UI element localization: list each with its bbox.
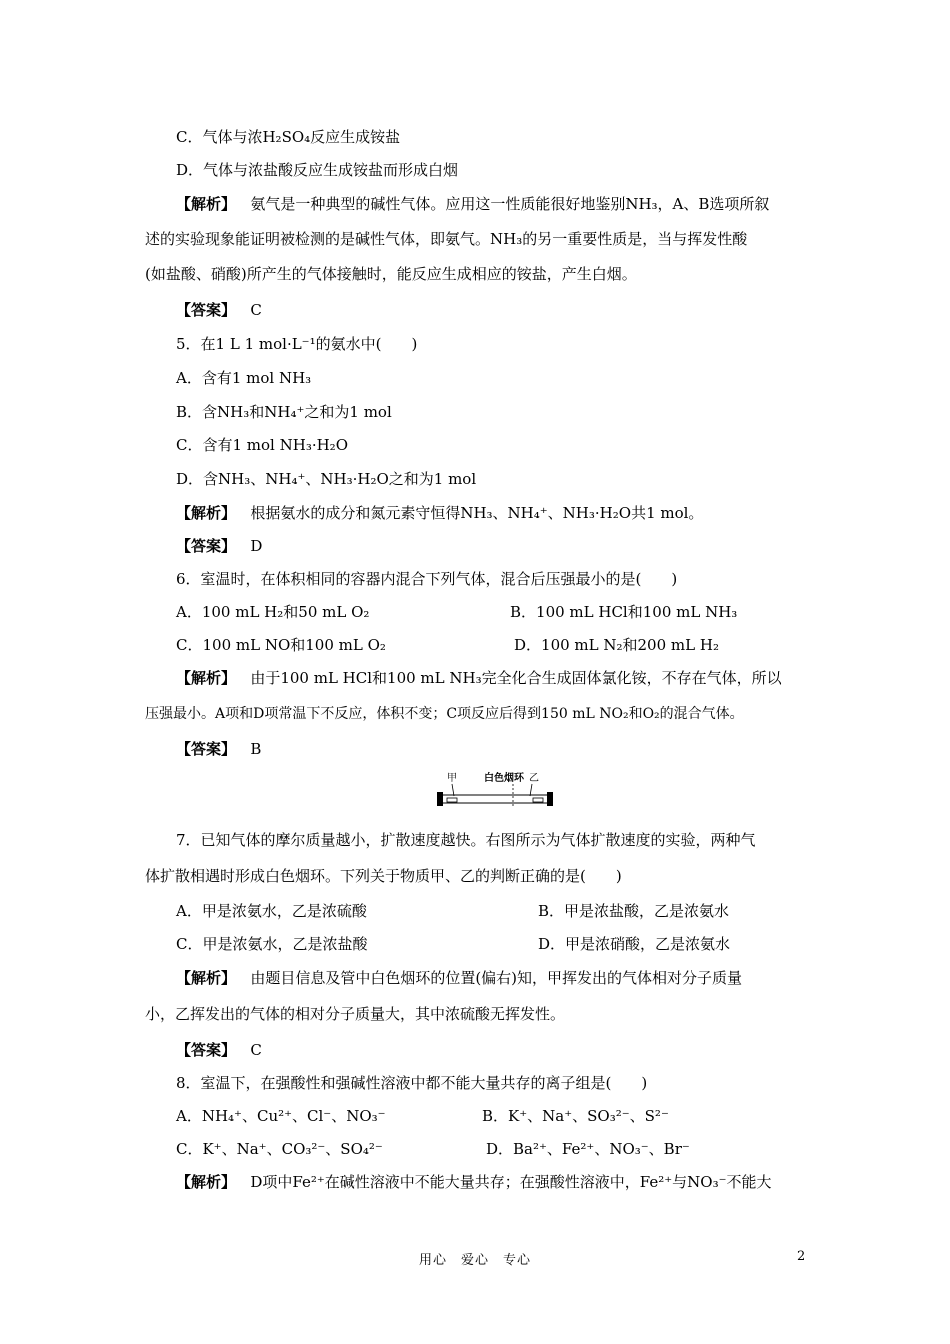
q8-stem: 8．室温下，在强酸性和强碱性溶液中都不能大量共存的离子组是( ) [176, 1074, 648, 1092]
q6-option-b: B．100 mL HCl和100 mL NH₃ [510, 603, 738, 621]
figure-label-jia: 甲 [447, 773, 457, 784]
q4-analysis-line-3: (如盐酸、硝酸)所产生的气体接触时，能反应生成相应的铵盐，产生白烟。 [145, 265, 637, 283]
answer-value: C [250, 1041, 262, 1059]
answer-value: C [250, 301, 262, 319]
q4-analysis-line-1 [176, 194, 769, 214]
analysis-text: 由于100 mL HCl和100 mL NH₃完全化合生成固体氯化铵，不存在气体，所以 [250, 669, 782, 687]
q4-option-d: D．气体与浓盐酸反应生成铵盐而形成白烟 [176, 161, 459, 179]
figure-label-white-ring: 白色烟环 [484, 773, 524, 784]
page-number: 2 [797, 1249, 806, 1264]
figure-pointer-left [452, 784, 454, 796]
analysis-text: 由题目信息及管中白色烟环的位置(偏右)知，甲挥发出的气体相对分子质量 [250, 969, 743, 987]
q8-option-b: B．K⁺、Na⁺、SO₃²⁻、S²⁻ [482, 1107, 669, 1125]
q6-option-c: C．100 mL NO和100 mL O₂ [176, 636, 386, 654]
q6-stem: 6．室温时，在体积相同的容器内混合下列气体，混合后压强最小的是( ) [176, 570, 678, 588]
figure-cotton-left [447, 798, 457, 802]
analysis-text: D项中Fe²⁺在碱性溶液中不能大量共存；在强酸性溶液中，Fe²⁺与NO₃⁻不能大 [250, 1173, 772, 1191]
figure-pointer-right [530, 784, 532, 796]
q7-option-c: C．甲是浓氨水，乙是浓盐酸 [176, 935, 368, 953]
q8-option-d: D．Ba²⁺、Fe²⁺、NO₃⁻、Br⁻ [486, 1140, 690, 1158]
q5-option-d: D．含NH₃、NH₄⁺、NH₃·H₂O之和为1 mol [176, 470, 477, 488]
q6-analysis-line-2: 压强最小。A项和D项常温下不反应，体积不变；C项反应后得到150 mL NO₂和O₂的混合气体。 [145, 706, 744, 722]
answer-tag: 【答案】 [176, 1041, 237, 1059]
figure-label-yi: 乙 [529, 773, 539, 784]
q5-stem: 5．在1 L 1 mol·L⁻¹的氨水中( ) [176, 335, 418, 353]
analysis-tag: 【解析】 [176, 969, 237, 987]
page-footer: 用心 爱心 专心 [418, 1253, 531, 1268]
q7-analysis-line-2: 小，乙挥发出的气体的相对分子质量大，其中浓硫酸无挥发性。 [145, 1005, 566, 1023]
q7-answer [176, 1040, 262, 1060]
q8-option-a: A．NH₄⁺、Cu²⁺、Cl⁻、NO₃⁻ [176, 1107, 386, 1125]
q4-option-c: C．气体与浓H₂SO₄反应生成铵盐 [176, 128, 401, 146]
answer-value: B [250, 740, 262, 758]
analysis-tag: 【解析】 [176, 504, 237, 522]
q5-answer [176, 536, 262, 556]
analysis-text: 根据氨水的成分和氮元素守恒得NH₃、NH₄⁺、NH₃·H₂O共1 mol。 [250, 504, 704, 522]
figure-stopper-right [547, 792, 553, 806]
answer-tag: 【答案】 [176, 740, 237, 758]
q7-option-b: B．甲是浓盐酸，乙是浓氨水 [538, 902, 730, 920]
q7-analysis-line-1 [176, 968, 742, 988]
q6-answer [176, 739, 261, 759]
q5-option-c: C．含有1 mol NH₃·H₂O [176, 436, 348, 454]
q6-option-a: A．100 mL H₂和50 mL O₂ [176, 603, 370, 621]
q7-option-d: D．甲是浓硝酸，乙是浓氨水 [538, 935, 731, 953]
q8-option-c: C．K⁺、Na⁺、CO₃²⁻、SO₄²⁻ [176, 1140, 383, 1158]
figure-cotton-right [533, 798, 543, 802]
q7-stem-line-1: 7．已知气体的摩尔质量越小，扩散速度越快。右图所示为气体扩散速度的实验，两种气 [176, 831, 756, 849]
figure-stopper-left [437, 792, 443, 806]
analysis-tag: 【解析】 [176, 669, 237, 687]
q4-answer [176, 300, 262, 320]
answer-tag: 【答案】 [176, 301, 237, 319]
q7-stem-line-2: 体扩散相遇时形成白色烟环。下列关于物质甲、乙的判断正确的是( ) [145, 867, 622, 885]
q6-analysis-line-1 [176, 668, 782, 688]
analysis-text: 氨气是一种典型的碱性气体。应用这一性质能很好地鉴别NH₃，A、B选项所叙 [250, 195, 770, 213]
q5-option-b: B．含NH₃和NH₄⁺之和为1 mol [176, 403, 392, 421]
answer-tag: 【答案】 [176, 537, 237, 555]
q5-analysis [176, 503, 703, 523]
answer-value: D [250, 537, 263, 555]
analysis-tag: 【解析】 [176, 1173, 237, 1191]
analysis-tag: 【解析】 [176, 195, 237, 213]
q8-analysis-line-1 [176, 1172, 772, 1192]
q5-option-a: A．含有1 mol NH₃ [176, 369, 312, 387]
diffusion-tube-figure [435, 770, 555, 812]
q7-option-a: A．甲是浓氨水，乙是浓硫酸 [176, 902, 367, 920]
q4-analysis-line-2: 述的实验现象能证明被检测的是碱性气体，即氨气。NH₃的另一重要性质是，当与挥发性酸 [145, 230, 748, 248]
q6-option-d: D．100 mL N₂和200 mL H₂ [514, 636, 719, 654]
